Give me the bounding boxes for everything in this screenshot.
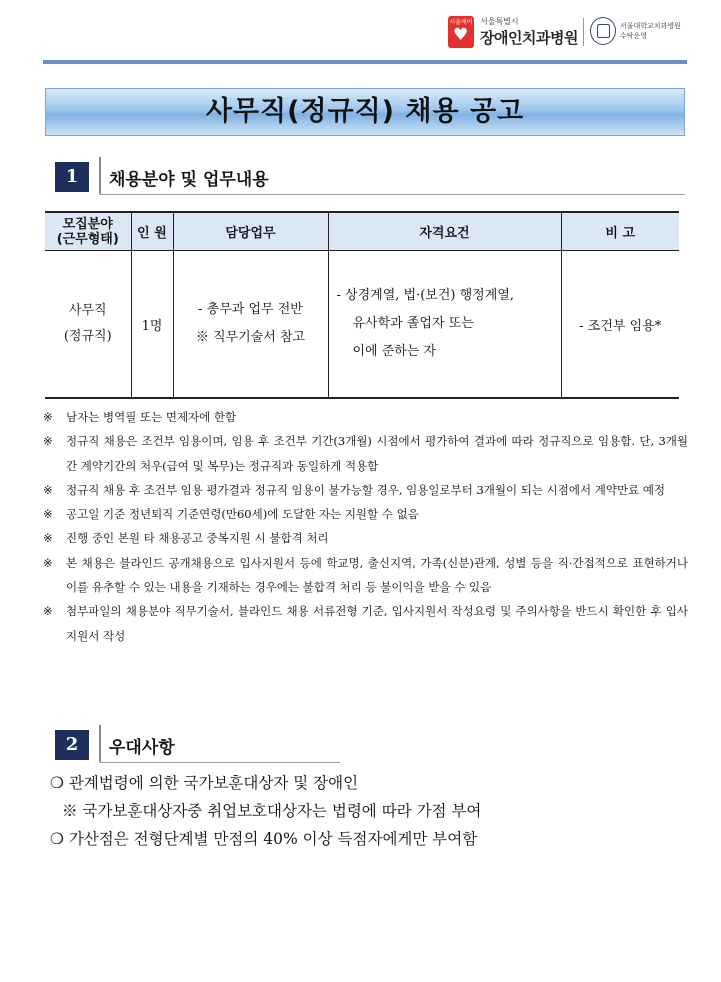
note-text: 진행 중인 본원 타 채용공고 중복지원 시 불합격 처리 xyxy=(66,531,329,546)
note-item xyxy=(43,599,688,648)
preference-item: ❍ 관계법령에 의한 국가보훈대상자 및 장애인 xyxy=(50,774,359,792)
cell-duties xyxy=(173,251,328,399)
cell-field: 사무직 (정규직) xyxy=(45,251,131,399)
preference-subnote: ※ 국가보훈대상자중 취업보호대상자는 법령에 따라 가점 부여 xyxy=(62,802,482,820)
note-item xyxy=(43,478,688,502)
university-seal-icon xyxy=(590,17,616,45)
note-item xyxy=(43,405,688,429)
note-text: 정규직 채용은 조건부 임용이며, 임용 후 조건부 기간(3개월) 시점에서 평가하여 결과에 따라 정규직으로 임용함. 단, 3개월간 계약기간의 처우(급여 및 복무)는 정규직과 동일하게 적용함 xyxy=(66,434,688,473)
note-item xyxy=(43,502,688,526)
seoul-care-tag: 서울케어 xyxy=(449,19,473,26)
header-duties: 담당업무 xyxy=(173,212,328,251)
cell-qualifications xyxy=(328,251,561,399)
note-item xyxy=(43,429,688,478)
qualification-line: - 상경계열, 법·(보건) 행정계열, xyxy=(336,288,514,303)
note-mark: ※ xyxy=(43,531,53,546)
note-mark: ※ xyxy=(43,507,53,522)
note-mark: ※ xyxy=(43,434,53,449)
note-text: 본 채용은 블라인드 공개채용으로 입사지원서 등에 학교명, 출신지역, 가족(신분)관계, 성별 등을 직·간접적으로 표현하거나 이를 유추할 수 있는 내용을 기재하는 경우에는 불합격 처리 등 불이익을 받을 수 있음 xyxy=(66,555,688,595)
university-line-1: 서울대학교치과병원 xyxy=(620,22,681,30)
logo-divider xyxy=(583,18,584,46)
section-title: 채용분야 및 업무내용 xyxy=(109,170,269,190)
section-underline xyxy=(100,762,340,763)
note-text: 남자는 병역필 또는 면제자에 한함 xyxy=(66,410,237,424)
duties-line: - 총무과 업무 전반 xyxy=(198,302,303,317)
hospital-logo xyxy=(448,16,688,50)
section-2-heading xyxy=(55,730,685,762)
section-underline xyxy=(100,194,685,195)
cell-remarks: - 조건부 임용* xyxy=(561,251,679,399)
qualification-line: 유사학과 졸업자 또는 xyxy=(352,316,474,331)
page-title: 사무직(정규직) 채용 공고 xyxy=(205,96,525,127)
header-divider xyxy=(43,60,687,64)
section-divider-bar xyxy=(99,725,101,762)
section-title: 우대사항 xyxy=(109,738,175,758)
duties-line: ※ 직무기술서 참고 xyxy=(195,330,306,345)
header-remarks: 비 고 xyxy=(561,212,679,251)
note-text: 공고일 기준 정년퇴직 기준연령(만60세)에 도달한 자는 지원할 수 없음 xyxy=(66,507,419,522)
hospital-name: 장애인치과병원 xyxy=(480,29,578,47)
note-mark: ※ xyxy=(43,410,53,424)
seoul-care-heart-icon xyxy=(448,16,474,48)
header-qualifications: 자격요건 xyxy=(328,212,561,251)
section-1-heading xyxy=(55,162,685,194)
preferences-list xyxy=(50,769,690,853)
table-row xyxy=(45,251,679,399)
table-header-row xyxy=(45,212,679,251)
qualification-line: 이에 준하는 자 xyxy=(352,344,437,359)
note-item xyxy=(43,526,688,550)
title-banner xyxy=(45,88,685,136)
recruitment-table xyxy=(45,211,679,399)
note-mark: ※ xyxy=(43,604,53,619)
notes-list xyxy=(43,405,688,648)
section-number: 1 xyxy=(55,162,89,192)
section-number: 2 xyxy=(55,730,89,760)
note-text: 정규직 채용 후 조건부 임용 평가결과 정규직 임용이 불가능할 경우, 임용일로부터 3개월이 되는 시점에서 계약만료 예정 xyxy=(66,482,666,497)
cell-count: 1명 xyxy=(131,251,173,399)
note-mark: ※ xyxy=(43,555,53,570)
heart-icon: ♥ xyxy=(453,25,469,45)
note-mark: ※ xyxy=(43,482,53,497)
university-line-2: 수탁운영 xyxy=(620,32,648,40)
university-label xyxy=(620,21,690,41)
header-field: 모집분야 (근무형태) xyxy=(45,212,131,251)
header-count: 인 원 xyxy=(131,212,173,251)
city-label: 서울특별시 xyxy=(480,17,519,26)
note-text: 첨부파일의 채용분야 직무기술서, 블라인드 채용 서류전형 기준, 입사지원서 작성요령 및 주의사항을 반드시 확인한 후 입사지원서 작성 xyxy=(66,604,688,643)
preference-item: ❍ 가산점은 전형단계별 만점의 40% 이상 득점자에게만 부여함 xyxy=(50,830,478,848)
section-divider-bar xyxy=(99,157,101,194)
note-item xyxy=(43,551,688,600)
